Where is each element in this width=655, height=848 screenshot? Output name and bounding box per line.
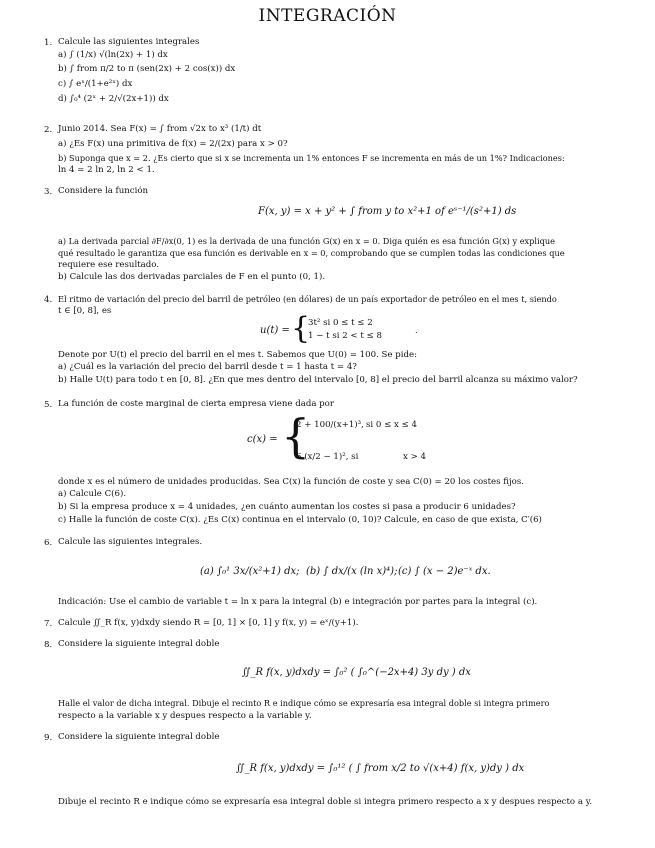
q4-intro-line1: El ritmo de variación del precio del barril de petróleo (en dólares) de un país exportador de petróleo en el mes t, siendo xyxy=(58,294,557,304)
q5-number: 5. xyxy=(44,400,53,410)
q6-integral-b: (b) ∫ dx/(x (ln x)⁴); xyxy=(306,566,398,577)
q2-number: 2. xyxy=(44,125,53,135)
q9-intro: Considere la siguiente integral doble xyxy=(58,732,220,742)
q5-a: a) Calcule C(6). xyxy=(58,489,127,499)
q4-intro-line2: t ∈ [0, 8], es xyxy=(58,306,112,316)
page-title: INTEGRACIÓN xyxy=(258,6,397,26)
q5-case2-cond: x > 4 xyxy=(403,452,426,462)
q6-integral-a: (a) ∫₀¹ 3x/(x²+1) dx; xyxy=(200,566,300,577)
q5-intro: La función de coste marginal de cierta empresa viene dada por xyxy=(58,399,334,409)
q2-intro: Junio 2014. Sea F(x) = ∫ from √2x to x³ (1/t) dt xyxy=(58,124,262,134)
q5-where: donde x es el número de unidades producidas. Sea C(x) la función de coste y sea C(0) = 20 los costes fijos. xyxy=(58,477,524,487)
q4-denote: Denote por U(t) el precio del barril en el mes t. Sabemos que U(0) = 100. Se pide: xyxy=(58,350,417,360)
q6-number: 6. xyxy=(44,538,53,548)
q5-case1-cond: si 0 ≤ x ≤ 4 xyxy=(366,420,418,430)
q5-case2-expr: 6 (x/2 − 1)², si xyxy=(296,452,359,462)
q5-c-label: c(x) = xyxy=(247,434,278,445)
q4-case2: 1 − t si 2 < t ≤ 8 xyxy=(308,331,382,341)
q4-number: 4. xyxy=(44,295,53,305)
q3-a-line3: requiere ese resultado. xyxy=(58,260,160,270)
q1-number: 1. xyxy=(44,38,53,48)
q8-text-line1: Halle el valor de dicha integral. Dibuje el recinto R e indique cómo se expresaría esa integral doble si integra primero xyxy=(58,698,550,708)
q4-period: . xyxy=(415,326,418,336)
q2-a: a) ¿Es F(x) una primitiva de f(x) = 2/(2x) para x > 0? xyxy=(58,139,288,149)
q6-intro: Calcule las siguientes integrales. xyxy=(58,537,203,547)
q5-c: c) Halle la función de coste C(x). ¿Es C(x) continua en el intervalo (0, 10)? Calcule, en caso de que exista, C′(6) xyxy=(58,515,542,525)
q6-integral-c: (c) ∫ (x − 2)e⁻ˣ dx. xyxy=(398,566,491,577)
q8-number: 8. xyxy=(44,640,53,650)
q9-formula: ∬_R f(x, y)dxdy = ∫₀¹² ( ∫ from x/2 to √(x+4) f(x, y)dy ) dx xyxy=(236,763,525,774)
q5-case1-expr: 2 + 100/(x+1)³, xyxy=(296,420,364,430)
q3-b: b) Calcule las dos derivadas parciales de F en el punto (0, 1). xyxy=(58,272,326,282)
q7-number: 7. xyxy=(44,619,53,629)
q1-d: d) ∫₀⁴ (2ˣ + 2/√(2x+1)) dx xyxy=(58,94,169,104)
q4-a: a) ¿Cuál es la variación del precio del barril desde t = 1 hasta t = 4? xyxy=(58,362,357,372)
q1-c: c) ∫ eˣ/(1+e²ˣ) dx xyxy=(58,79,133,89)
q4-u-label: u(t) = xyxy=(260,325,290,336)
q4-brace: { xyxy=(291,311,311,346)
q8-intro: Considere la siguiente integral doble xyxy=(58,639,220,649)
q8-text-line2: respecto a la variable x y despues respecto a la variable y. xyxy=(58,711,312,721)
q3-a-line1: a) La derivada parcial ∂F/∂x(0, 1) es la derivada de una función G(x) en x = 0. Diga quién es esa función G(x) y explique xyxy=(58,236,556,246)
q4-case1: 3t² si 0 ≤ t ≤ 2 xyxy=(308,318,373,328)
q3-intro: Considere la función xyxy=(58,186,149,196)
q5-b: b) Si la empresa produce x = 4 unidades, ¿en cuánto aumentan los costes si pasa a producir 6 unidades? xyxy=(58,502,516,512)
q9-text: Dibuje el recinto R e indique cómo se expresaría esa integral doble si integra primero respecto a x y despues respecto a y. xyxy=(58,797,593,807)
q3-number: 3. xyxy=(44,187,53,197)
q2-b-line2: ln 4 = 2 ln 2, ln 2 < 1. xyxy=(58,165,155,175)
q1-a: a) ∫ (1/x) √(ln(2x) + 1) dx xyxy=(58,50,168,60)
q9-number: 9. xyxy=(44,733,53,743)
q8-formula: ∬_R f(x, y)dxdy = ∫₀² ( ∫₀^(−2x+4) 3y dy ) dx xyxy=(242,667,471,678)
q1-intro: Calcule las siguientes integrales xyxy=(58,37,200,47)
q2-b-line1: b) Suponga que x = 2. ¿Es cierto que si x se incrementa un 1% entonces F se incrementa en más de un 1%? Indicaciones: xyxy=(58,153,565,163)
q1-b: b) ∫ from π/2 to π (sen(2x) + 2 cos(x)) dx xyxy=(58,64,236,74)
q7-text: Calcule ∬_R f(x, y)dxdy siendo R = [0, 1] × [0, 1] y f(x, y) = eˣ/(y+1). xyxy=(58,618,359,628)
q4-b: b) Halle U(t) para todo t en [0, 8]. ¿En que mes dentro del intervalo [0, 8] el precio del barril alcanza su máximo valor? xyxy=(58,375,578,385)
q3-a-line2: qué resultado le garantiza que esa función es derivable en x = 0, comprobando que se cumplen todas las condiciones que xyxy=(58,248,565,258)
q6-hint: Indicación: Use el cambio de variable t = ln x para la integral (b) e integración por partes para la integral (c). xyxy=(58,597,538,607)
q3-formula: F(x, y) = x + y² + ∫ from y to x²+1 of eˢ⁻¹/(s²+1) ds xyxy=(258,206,517,217)
q5-brace: { xyxy=(281,409,311,463)
